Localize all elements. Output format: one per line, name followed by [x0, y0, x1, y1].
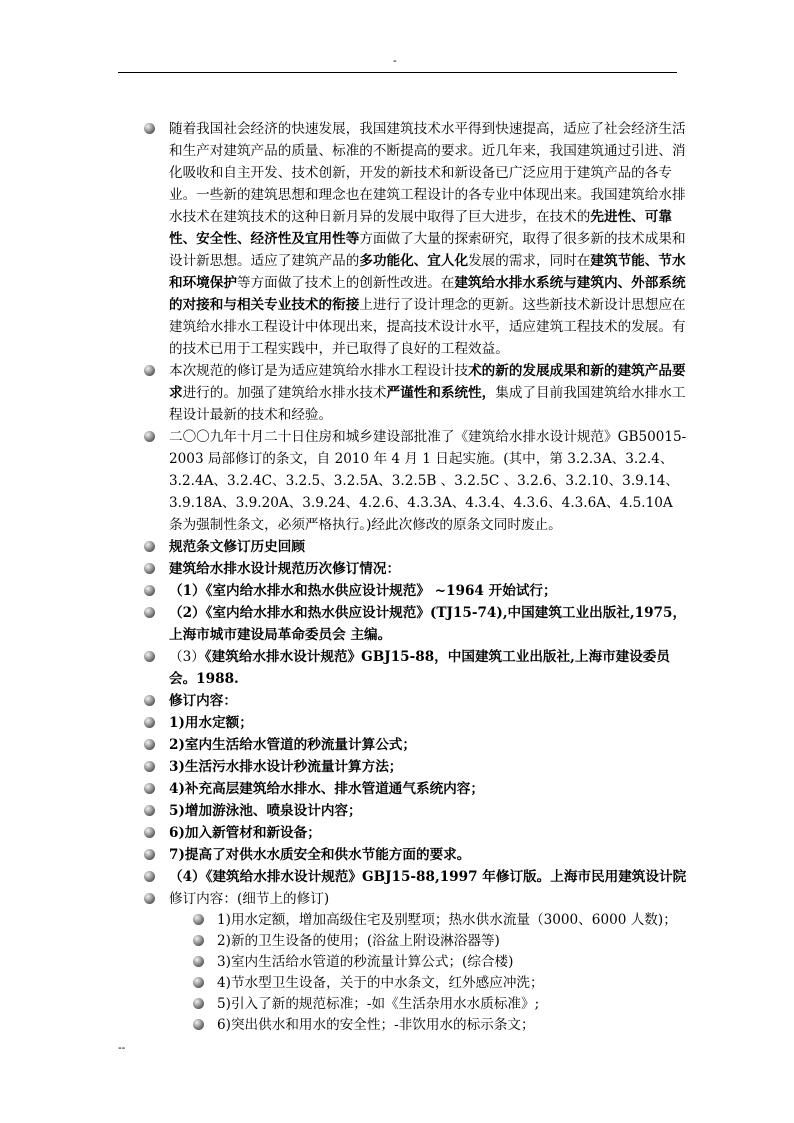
list-item	[142, 426, 690, 536]
sub-list-item	[142, 931, 690, 952]
bullet-icon	[144, 783, 155, 794]
bullet-icon	[144, 695, 155, 706]
sub-item-text: 4)节水型卫生设备，关于的中水条文，红外感应冲洗；	[217, 975, 544, 991]
text-segment: 发展的需求，同时在	[468, 253, 591, 269]
bold-text-segment: 6)加入新管材和新设备；	[169, 825, 321, 841]
bold-text-segment: 严谨性和系统性，	[386, 385, 496, 401]
text-segment: （3）	[169, 649, 205, 665]
list-item	[142, 360, 690, 426]
list-item-text	[169, 869, 686, 885]
bold-text-segment: （2）《室内给水排水和热水供应设计规范》(TJ15-74),中国建筑工业出版社,1975，上海市城市建设局革命委员会 主编。	[169, 605, 687, 643]
bullet-icon	[144, 717, 155, 728]
bold-text-segment: （1）《室内给水排水和热水供应设计规范》 ~1964 开始试行；	[169, 583, 557, 599]
sub-item-text: 6)突出供水和用水的安全性；-非饮用水的标示条文；	[217, 1017, 535, 1033]
bold-text-segment: 建筑给水排水设计规范历次修订情况：	[169, 561, 401, 577]
text-segment: 随着我国社会经济的快速发展，我国建筑技术水平得到快速提高，适应了社会经济生活和生产对建筑产品的质量、标准的不断提高的要求。近几年来，我国建筑通过引进、消化吸收和自主开发、技术创新，开发的新技术和新设备已广泛应用于建筑产品的各专业。一些新的建筑思想和理念也在建筑工程设计的各专业中体现出来。我国建筑给水排水技术在建筑技术的这种日新月异的发展中取得了巨大进步，在技术的	[169, 121, 686, 225]
list-item-text	[169, 781, 484, 797]
bullet-list	[142, 118, 690, 910]
bullet-icon	[144, 871, 155, 882]
text-segment: 进行的。加强了建筑给水排水技术	[182, 385, 387, 401]
bullet-icon	[144, 563, 155, 574]
text-segment: 方面做了大量的探索研究，取得了很多新的技术成果和设计新思想。适应了建筑产品的	[169, 231, 686, 269]
bullet-icon	[193, 956, 204, 967]
list-item	[142, 734, 690, 756]
sub-item-text: 3)室内生活给水管道的秒流量计算公式；(综合楼)	[217, 954, 514, 970]
bold-text-segment: 多功能化、宜人化	[359, 253, 469, 269]
list-item-text	[169, 429, 686, 533]
bullet-icon	[144, 651, 155, 662]
bullet-icon	[144, 893, 155, 904]
list-item	[142, 844, 690, 866]
bold-text-segment: 先进性、可靠性、安全性、经济性及宜用性等	[169, 209, 672, 247]
list-item	[142, 888, 690, 910]
bullet-icon	[144, 805, 155, 816]
list-item-text	[169, 847, 470, 863]
list-item	[142, 822, 690, 844]
bullet-icon	[193, 914, 204, 925]
bold-text-segment: 3)生活污水排水设计秒流量计算方法；	[169, 759, 403, 775]
list-item-text	[169, 803, 362, 819]
document-body	[142, 118, 690, 1036]
bullet-icon	[144, 431, 155, 442]
bold-text-segment: 1)用水定额；	[169, 715, 253, 731]
sub-list-item	[142, 973, 690, 994]
bold-text-segment: 5)增加游泳池、喷泉设计内容；	[169, 803, 362, 819]
list-item-text	[169, 825, 321, 841]
list-item-text	[169, 561, 400, 577]
list-item-text	[169, 737, 416, 753]
list-item	[142, 756, 690, 778]
text-segment: 集成了目前我国建筑给水排水工程设计最新的技术和经验。	[169, 385, 686, 423]
list-item-text	[169, 363, 686, 423]
bold-text-segment: 7)提高了对供水水质安全和供水节能方面的要求。	[169, 847, 471, 863]
footer-mark: --	[118, 1042, 126, 1054]
sub-list-item	[142, 952, 690, 973]
bullet-icon	[193, 1019, 204, 1030]
bold-text-segment: 建筑给水排水系统与建筑内、外部系统的对接和与相关专业技术的衔接	[169, 275, 686, 313]
list-item	[142, 690, 690, 712]
bullet-icon	[193, 935, 204, 946]
header-mark: -	[393, 55, 397, 67]
bullet-icon	[193, 977, 204, 988]
bullet-icon	[144, 541, 155, 552]
list-item	[142, 712, 690, 734]
bold-text-segment: （4）《建筑给水排水设计规范》GBJ15-88,1997 年修订版。上海市民用建筑设计院	[169, 869, 687, 885]
list-item	[142, 536, 690, 558]
sub-list-item	[142, 1015, 690, 1036]
list-item-text	[169, 539, 305, 555]
text-segment: 本次规范的修订是为适应建筑给水排水工程设计技	[169, 363, 469, 379]
list-item-text	[169, 605, 686, 643]
bold-text-segment: 4)补充高层建筑给水排水、排水管道通气系统内容；	[169, 781, 484, 797]
list-item	[142, 800, 690, 822]
bullet-icon	[193, 998, 204, 1009]
list-item-text	[169, 649, 670, 687]
bold-text-segment: 《建筑给水排水设计规范》GBJ15-88，中国建筑工业出版社,上海市建设委员会。1988.	[169, 649, 670, 687]
list-item	[142, 778, 690, 800]
bullet-icon	[144, 123, 155, 134]
list-item	[142, 602, 690, 646]
text-segment: 上进行了设计理念的更新。这些新技术新设计思想应在建筑给水排水工程设计中体现出来，提高技术设计水平，适应建筑工程技术的发展。有的技术已用于工程实践中，并已取得了良好的工程效益。	[169, 297, 686, 357]
bold-text-segment: 建筑节能、节水和环境保护	[169, 253, 686, 291]
text-segment: 修订内容：(细节上的修订)	[169, 891, 330, 907]
bullet-icon	[144, 849, 155, 860]
bullet-icon	[144, 607, 155, 618]
list-item-text	[169, 759, 402, 775]
bold-text-segment: 2)室内生活给水管道的秒流量计算公式；	[169, 737, 416, 753]
sub-item-text: 1)用水定额，增加高级住宅及别墅项；热水供水流量（3000、6000 人数)；	[217, 912, 677, 928]
text-segment: 等方面做了技术上的创新性改进。在	[236, 275, 455, 291]
bold-text-segment: 修订内容：	[169, 693, 237, 709]
sub-item-text: 5)引入了新的规范标准；-如《生活杂用水水质标准》;	[217, 996, 540, 1012]
text-segment: 二〇〇九年十月二十日住房和城乡建设部批准了《建筑给水排水设计规范》GB50015-2003 局部修订的条文，自 2010 年 4 月 1 日起实施。(其中，第 3.2.3A、3.2.4、3.2.4A、3.2.4C、3.2.5、3.2.5A、3.2.5B 、3.2.5C 、3.2.6、3.2.10、3.9.14、3.9.18A、3.9.20A、3.9.24、4.2.6、4.3.3A、4.3.4、4.3.6、4.3.6A、4.5.10A 条为强制性条文，必须严格执行。)经此次修改的原条文同时废止。	[169, 429, 687, 533]
bullet-icon	[144, 827, 155, 838]
list-item	[142, 558, 690, 580]
list-item	[142, 118, 690, 360]
bold-text-segment: 术的新的发展成果和新的建筑产品要求	[169, 363, 686, 401]
list-item-text	[169, 891, 329, 907]
bullet-icon	[144, 761, 155, 772]
header-rule	[118, 72, 677, 73]
list-item-text	[169, 715, 253, 731]
sub-bullet-list	[142, 910, 690, 1036]
bold-text-segment: 规范条文修订历史回顾	[169, 539, 305, 555]
sub-list-item	[142, 994, 690, 1015]
sub-list-item	[142, 910, 690, 931]
list-item	[142, 580, 690, 602]
list-item-text	[169, 583, 557, 599]
bullet-icon	[144, 585, 155, 596]
list-item-text	[169, 693, 237, 709]
list-item	[142, 646, 690, 690]
bullet-icon	[144, 739, 155, 750]
list-item-text	[169, 121, 686, 357]
sub-item-text: 2)新的卫生设备的使用；(浴盆上附设淋浴器等)	[217, 933, 500, 949]
list-item	[142, 866, 690, 888]
bullet-icon	[144, 365, 155, 376]
